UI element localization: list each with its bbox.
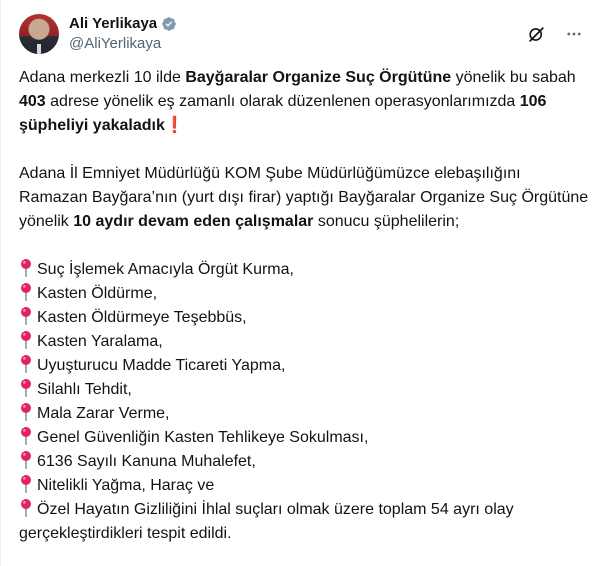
list-item-text: Mala Zarar Verme,	[37, 405, 170, 422]
list-item	[19, 378, 590, 402]
list-item	[19, 450, 590, 474]
list-item	[19, 282, 590, 306]
grok-icon[interactable]	[526, 24, 546, 44]
round-pushpin-icon	[19, 426, 33, 446]
avatar-tie	[37, 44, 41, 54]
list-item-text: Nitelikli Yağma, Haraç ve	[37, 477, 215, 494]
p2-bold-1: 10 aydır devam eden çalışmalar	[73, 213, 314, 230]
avatar[interactable]	[19, 14, 59, 54]
red-exclamation-icon: ❗	[164, 117, 185, 134]
list-item	[19, 402, 590, 426]
header-actions	[526, 24, 590, 44]
round-pushpin-icon	[19, 354, 33, 374]
round-pushpin-icon	[19, 378, 33, 398]
author-name-row	[69, 14, 177, 34]
list-item-text: Suç İşlemek Amacıyla Örgüt Kurma,	[37, 261, 294, 278]
author-handle[interactable]: @AliYerlikaya	[69, 35, 162, 52]
p1-text-2: yönelik bu sabah	[451, 69, 576, 86]
author-block	[69, 14, 177, 54]
list-item	[19, 474, 590, 498]
list-item	[19, 498, 590, 546]
list-item-text: Kasten Öldürme,	[37, 285, 158, 302]
round-pushpin-icon	[19, 450, 33, 470]
list-item	[19, 426, 590, 450]
p1-bold-3: 106 şüpheliyi yakaladık	[19, 93, 547, 134]
tweet-text	[19, 66, 590, 546]
p1-bold-2: 403	[19, 93, 46, 110]
more-icon[interactable]	[564, 24, 584, 44]
round-pushpin-icon	[19, 474, 33, 494]
tweet-paragraph-1	[19, 66, 590, 138]
list-item	[19, 306, 590, 330]
list-item	[19, 330, 590, 354]
list-item-text: 6136 Sayılı Kanuna Muhalefet,	[37, 453, 256, 470]
round-pushpin-icon	[19, 498, 33, 518]
list-item-text: Genel Güvenliğin Kasten Tehlikeye Sokulması,	[37, 429, 369, 446]
round-pushpin-icon	[19, 258, 33, 278]
list-item-text: Özel Hayatın Gizliliğini İhlal suçları olmak üzere toplam 54 ayrı olay gerçekleştirdikleri tespit edildi.	[19, 501, 514, 542]
round-pushpin-icon	[19, 282, 33, 302]
tweet-paragraph-2	[19, 162, 590, 234]
p2-text-2: sonucu şüphelilerin;	[313, 213, 460, 230]
list-item-text: Kasten Öldürmeye Teşebbüs,	[37, 309, 247, 326]
p1-text-3: adrese yönelik eş zamanlı olarak düzenlenen operasyonlarımızda	[45, 93, 520, 110]
list-item	[19, 354, 590, 378]
list-item-text: Kasten Yaralama,	[37, 333, 163, 350]
round-pushpin-icon	[19, 330, 33, 350]
list-item-text: Uyuşturucu Madde Ticareti Yapma,	[37, 357, 286, 374]
crime-list	[19, 258, 590, 546]
p1-bold-1: Bayğaralar Organize Suç Örgütüne	[185, 69, 452, 86]
list-item-text: Silahlı Tehdit,	[37, 381, 132, 398]
round-pushpin-icon	[19, 306, 33, 326]
verified-badge-icon	[161, 16, 177, 32]
p2-text-1: Adana İl Emniyet Müdürlüğü KOM Şube Müdürlüğümüzce elebaşılığını Ramazan Bayğara’nın (yurt dışı firar) yaptığı Bayğaralar Organize Suç Örgütüne yönelik	[19, 165, 589, 230]
list-item	[19, 258, 590, 282]
author-name[interactable]: Ali Yerlikaya	[69, 15, 158, 32]
round-pushpin-icon	[19, 402, 33, 422]
p1-text-1: Adana merkezli 10 ilde	[19, 69, 186, 86]
tweet-header	[19, 12, 590, 56]
